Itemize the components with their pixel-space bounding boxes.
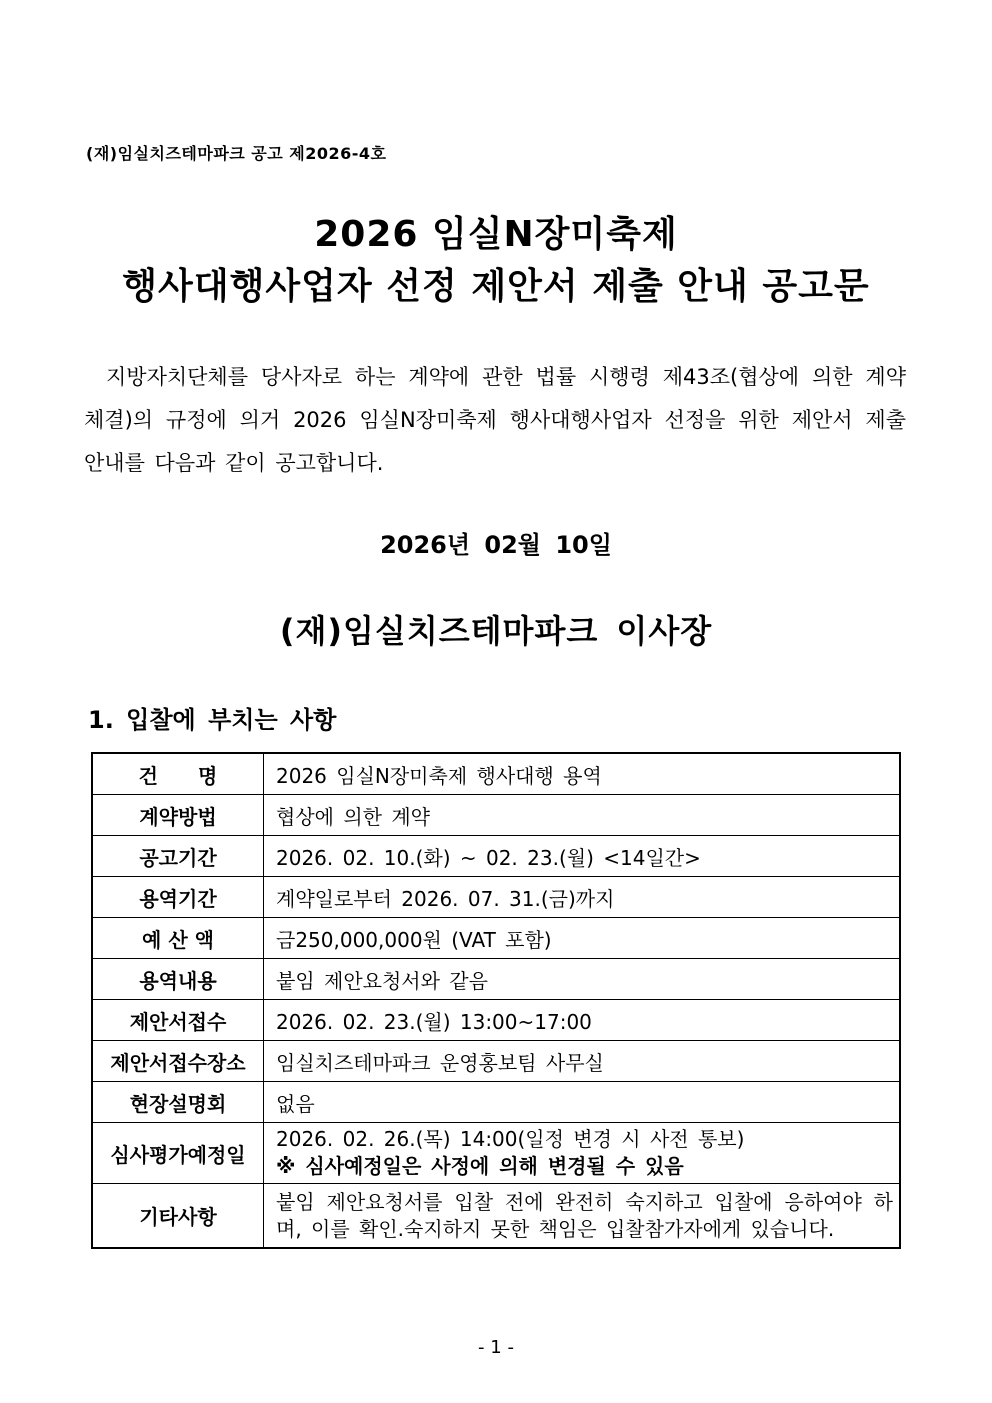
- row-label-evaluation-date: 심사평가예정일: [92, 1123, 264, 1184]
- row-label-proposal-submission: 제안서접수: [92, 1000, 264, 1041]
- row-label-site-briefing: 현장설명회: [92, 1082, 264, 1123]
- table-row: [92, 959, 900, 1000]
- row-label-project-name: 건 명: [92, 753, 264, 795]
- row-value-project-name: 2026 임실N장미축제 행사대행 용역: [264, 753, 901, 795]
- evaluation-date-text: 2026. 02. 26.(목) 14:00(일정 변경 시 사전 통보): [276, 1127, 745, 1151]
- row-value-site-briefing: 없음: [264, 1082, 901, 1123]
- row-label-other-matters: 기타사항: [92, 1184, 264, 1249]
- row-label-service-period: 용역기간: [92, 877, 264, 918]
- row-label-contract-method: 계약방법: [92, 795, 264, 836]
- bid-info-table: [91, 752, 901, 1249]
- other-matters-text: 붙임 제안요청서를 입찰 전에 완전히 숙지하고 입찰에 응하여야 하며, 이를 확인.숙지하지 못한 책임은 입찰참가자에게 있습니다.: [276, 1189, 893, 1241]
- table-row: [92, 1082, 900, 1123]
- table-row: [92, 753, 900, 795]
- page-number: - 1 -: [478, 1337, 514, 1358]
- table-row: [92, 1041, 900, 1082]
- row-label-notice-period: 공고기간: [92, 836, 264, 877]
- table-row: [92, 1000, 900, 1041]
- notice-number: (재)임실치즈테마파크 공고 제2026-4호: [86, 144, 387, 163]
- row-label-service-content: 용역내용: [92, 959, 264, 1000]
- row-value-evaluation-date: [264, 1123, 901, 1184]
- row-label-submission-place: 제안서접수장소: [92, 1041, 264, 1082]
- row-value-other-matters: [264, 1184, 901, 1249]
- section-1-title: 1. 입찰에 부치는 사항: [88, 706, 337, 734]
- row-value-service-period: 계약일로부터 2026. 07. 31.(금)까지: [264, 877, 901, 918]
- row-value-submission-place: 임실치즈테마파크 운영홍보팀 사무실: [264, 1041, 901, 1082]
- document-title: 2026 임실N장미축제: [314, 214, 678, 255]
- issuing-organization: (재)임실치즈테마파크 이사장: [279, 612, 713, 650]
- table-row: [92, 918, 900, 959]
- table-row: [92, 836, 900, 877]
- intro-paragraph: 지방자치단체를 당사자로 하는 계약에 관한 법률 시행령 제43조(협상에 의한 계약 체결)의 규정에 의거 2026 임실N장미축제 행사대행사업자 선정을 위한 제안서 제출 안내를 다음과 같이 공고합니다.: [84, 365, 906, 475]
- row-value-notice-period: 2026. 02. 10.(화) ~ 02. 23.(월) <14일간>: [264, 836, 901, 877]
- table-row: [92, 1123, 900, 1184]
- evaluation-date-note: ※ 심사예정일은 사정에 의해 변경될 수 있음: [276, 1154, 684, 1178]
- notice-date: 2026년 02월 10일: [380, 531, 612, 559]
- row-value-contract-method: 협상에 의한 계약: [264, 795, 901, 836]
- row-value-proposal-submission: 2026. 02. 23.(월) 13:00~17:00: [264, 1000, 901, 1041]
- document-subtitle: 행사대행사업자 선정 제안서 제출 안내 공고문: [122, 266, 870, 307]
- table-row: [92, 1184, 900, 1249]
- table-row: [92, 795, 900, 836]
- row-value-service-content: 붙임 제안요청서와 같음: [264, 959, 901, 1000]
- row-value-budget: 금250,000,000원 (VAT 포함): [264, 918, 901, 959]
- table-row: [92, 877, 900, 918]
- row-label-budget: 예 산 액: [92, 918, 264, 959]
